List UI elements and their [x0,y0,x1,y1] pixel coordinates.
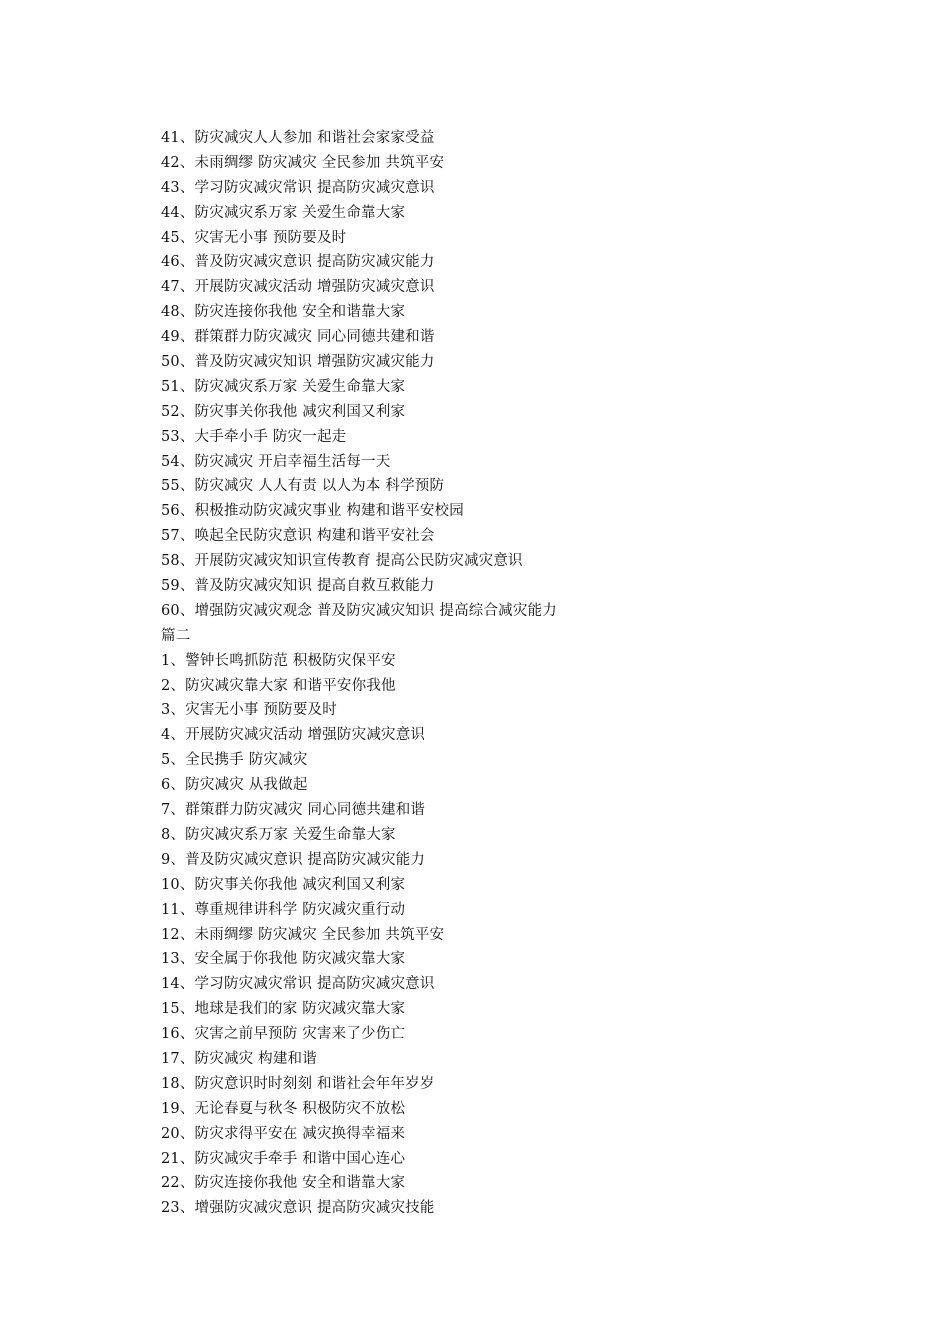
document-page [161,126,861,1221]
slogan-line-p2-11: 11、尊重规律讲科学 防灾减灾重行动 [161,901,406,918]
slogan-line-p2-7: 7、群策群力防灾减灾 同心同德共建和谐 [161,802,426,819]
slogan-line-50: 50、普及防灾减灾知识 增强防灾减灾能力 [161,354,435,371]
slogan-line-52: 52、防灾事关你我他 减灾利国又利家 [161,403,406,420]
slogan-line-53: 53、大手牵小手 防灾一起走 [161,428,347,445]
slogan-line-45: 45、灾害无小事 预防要及时 [161,229,347,246]
slogan-line-p2-16: 16、灾害之前早预防 灾害来了少伤亡 [161,1026,406,1043]
slogan-line-p2-17: 17、防灾减灾 构建和谐 [161,1050,317,1067]
slogan-line-56: 56、积极推动防灾减灾事业 构建和谐平安校园 [161,503,464,520]
slogan-line-46: 46、普及防灾减灾意识 提高防灾减灾能力 [161,254,435,271]
slogan-line-p2-18: 18、防灾意识时时刻刻 和谐社会年年岁岁 [161,1075,435,1092]
slogan-line-54: 54、防灾减灾 开启幸福生活每一天 [161,453,391,470]
slogan-line-p2-21: 21、防灾减灾手牵手 和谐中国心连心 [161,1150,406,1167]
slogan-line-p2-19: 19、无论春夏与秋冬 积极防灾不放松 [161,1100,406,1117]
slogan-line-p2-9: 9、普及防灾减灾意识 提高防灾减灾能力 [161,851,426,868]
slogan-line-p2-4: 4、开展防灾减灾活动 增强防灾减灾意识 [161,727,426,744]
slogan-line-55: 55、防灾减灾 人人有责 以人为本 科学预防 [161,478,445,495]
slogan-line-48: 48、防灾连接你我他 安全和谐靠大家 [161,304,406,321]
slogan-line-p2-2: 2、防灾减灾靠大家 和谐平安你我他 [161,677,396,694]
slogan-line-p2-22: 22、防灾连接你我他 安全和谐靠大家 [161,1175,406,1192]
section-heading: 篇二 [161,627,191,644]
slogan-line-p2-8: 8、防灾减灾系万家 关爱生命靠大家 [161,826,396,843]
slogan-line-p2-14: 14、学习防灾减灾常识 提高防灾减灾意识 [161,976,435,993]
slogan-line-p2-15: 15、地球是我们的家 防灾减灾靠大家 [161,1001,406,1018]
slogan-line-p2-20: 20、防灾求得平安在 减灾换得幸福来 [161,1125,406,1142]
slogan-line-58: 58、开展防灾减灾知识宣传教育 提高公民防灾减灾意识 [161,553,523,570]
slogan-line-p2-3: 3、灾害无小事 预防要及时 [161,702,337,719]
slogan-line-59: 59、普及防灾减灾知识 提高自救互救能力 [161,578,435,595]
slogan-line-p2-5: 5、全民携手 防灾减灾 [161,752,308,769]
slogan-line-p2-23: 23、增强防灾减灾意识 提高防灾减灾技能 [161,1200,435,1217]
slogan-line-47: 47、开展防灾减灾活动 增强防灾减灾意识 [161,279,435,296]
slogan-line-49: 49、群策群力防灾减灾 同心同德共建和谐 [161,329,435,346]
slogan-line-42: 42、未雨绸缪 防灾减灾 全民参加 共筑平安 [161,154,445,171]
slogan-line-p2-10: 10、防灾事关你我他 减灾利国又利家 [161,876,406,893]
slogan-line-57: 57、唤起全民防灾意识 构建和谐平安社会 [161,528,435,545]
slogan-line-p2-13: 13、安全属于你我他 防灾减灾靠大家 [161,951,406,968]
slogan-line-43: 43、学习防灾减灾常识 提高防灾减灾意识 [161,179,435,196]
slogan-line-41: 41、防灾减灾人人参加 和谐社会家家受益 [161,130,435,146]
slogan-line-p2-6: 6、防灾减灾 从我做起 [161,777,308,794]
slogan-line-p2-12: 12、未雨绸缪 防灾减灾 全民参加 共筑平安 [161,926,445,943]
slogan-line-p2-1: 1、警钟长鸣抓防范 积极防灾保平安 [161,652,396,669]
slogan-line-60: 60、增强防灾减灾观念 普及防灾减灾知识 提高综合减灾能力 [161,602,557,619]
slogan-line-51: 51、防灾减灾系万家 关爱生命靠大家 [161,378,406,395]
slogan-line-44: 44、防灾减灾系万家 关爱生命靠大家 [161,204,406,221]
